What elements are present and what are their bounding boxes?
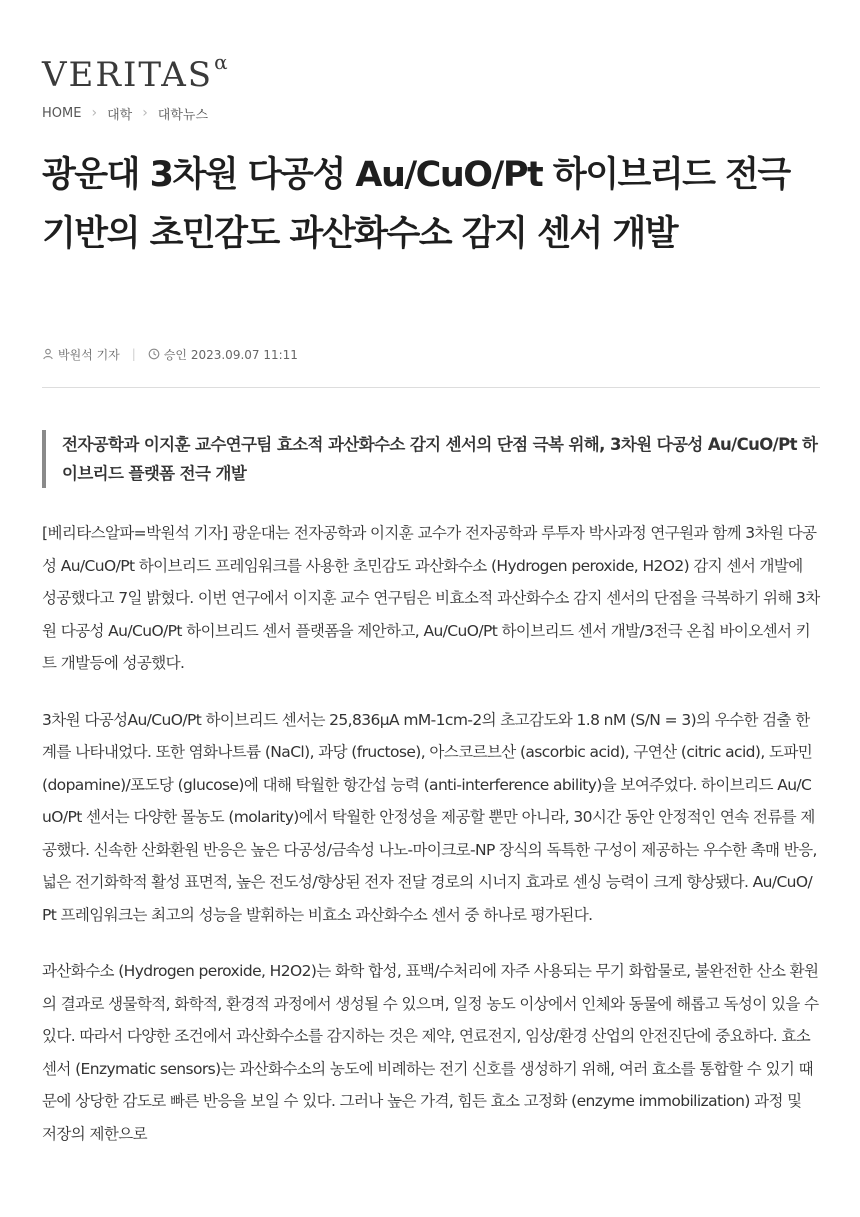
article-body	[42, 517, 820, 1174]
article-title: 광운대 3차원 다공성 Au/CuO/Pt 하이브리드 전극 기반의 초민감도 과산화수소 감지 센서 개발	[42, 155, 790, 254]
meta-divider: |	[131, 347, 136, 361]
logo-text: VERITAS	[42, 55, 214, 95]
chevron-right-icon: ›	[91, 105, 98, 121]
breadcrumb	[42, 102, 208, 124]
site-logo[interactable]	[42, 50, 228, 100]
article-meta	[42, 344, 298, 364]
author-name[interactable]: 박원석 기자	[58, 347, 120, 362]
body-paragraph: [베리타스알파=박원석 기자] 광운대는 전자공학과 이지훈 교수가 전자공학과 루투자 박사과정 연구원과 함께 3차원 다공성 Au/CuO/Pt 하이브리드 프레임워크를 사용한 초민감도 과산화수소 (Hydrogen peroxide, H2O2) 감지 센서 개발에 성공했다고 7일 밝혔다. 이번 연구에서 이지훈 교수 연구팀은 비효소적 과산화수소 감지 센서의 단점을 극복하기 위해 3차원 다공성 Au/CuO/Pt 하이브리드 센서 플랫폼을 제안하고, Au/CuO/Pt 하이브리드 센서 개발/3전극 온칩 바이오센서 키트 개발등에 성공했다.	[42, 524, 820, 672]
user-icon	[42, 348, 54, 360]
approval-date: 승인 2023.09.07 11:11	[163, 347, 298, 362]
clock-icon	[148, 348, 160, 360]
article-subtitle: 전자공학과 이지훈 교수연구팀 효소적 과산화수소 감지 센서의 단점 극복 위해, 3차원 다공성 Au/CuO/Pt 하이브리드 플랫폼 전극 개발	[42, 430, 818, 488]
header-divider	[42, 387, 820, 388]
breadcrumb-home[interactable]: HOME	[42, 105, 82, 121]
body-paragraph: 3차원 다공성Au/CuO/Pt 하이브리드 센서는 25,836μA mM-1cm-2의 초고감도와 1.8 nM (S/N = 3)의 우수한 검출 한계를 나타내었다. 또한 염화나트륨 (NaCl), 과당 (fructose), 아스코르브산 (ascorbic acid), 구연산 (citric acid), 도파민 (dopamine)/포도당 (glucose)에 대해 탁월한 항간섭 능력 (anti-interference ability)을 보여주었다. 하이브리드 Au/CuO/Pt 센서는 다양한 몰농도 (molarity)에서 탁월한 안정성을 제공할 뿐만 아니라, 30시간 동안 안정적인 연속 전류를 제공했다. 신속한 산화환원 반응은 높은 다공성/금속성 나노-마이크로-NP 장식의 독특한 구성이 제공하는 우수한 촉매 반응, 넓은 전기화학적 활성 표면적, 높은 전도성/향상된 전자 전달 경로의 시너지 효과로 센싱 능력이 크게 향상됐다. Au/CuO/Pt 프레임워크는 최고의 성능을 발휘하는 비효소 과산화수소 센서 중 하나로 평가된다.	[42, 710, 817, 924]
chevron-right-icon: ›	[142, 105, 148, 121]
breadcrumb-university[interactable]: 대학	[107, 107, 133, 123]
body-paragraph: 과산화수소 (Hydrogen peroxide, H2O2)는 화학 합성, 표백/수처리에 자주 사용되는 무기 화합물로, 불완전한 산소 환원의 결과로 생물학적, 화학적, 환경적 과정에서 생성될 수 있으며, 일정 농도 이상에서 인체와 동물에 해롭고 독성이 있을 수 있다. 따라서 다양한 조건에서 과산화수소를 감지하는 것은 제약, 연료전지, 임상/환경 산업의 안전진단에 중요하다. 효소 센서 (Enzymatic sensors)는 과산화수소의 농도에 비례하는 전기 신호를 생성하기 위해, 여러 효소를 통합할 수 있기 때문에 상당한 감도로 빠른 반응을 보일 수 있다. 그러나 높은 가격, 힘든 효소 고정화 (enzyme immobilization) 과정 및 저장의 제한으로	[42, 962, 819, 1143]
breadcrumb-university-news[interactable]: 대학뉴스	[157, 107, 209, 123]
logo-superscript: α	[214, 50, 228, 74]
